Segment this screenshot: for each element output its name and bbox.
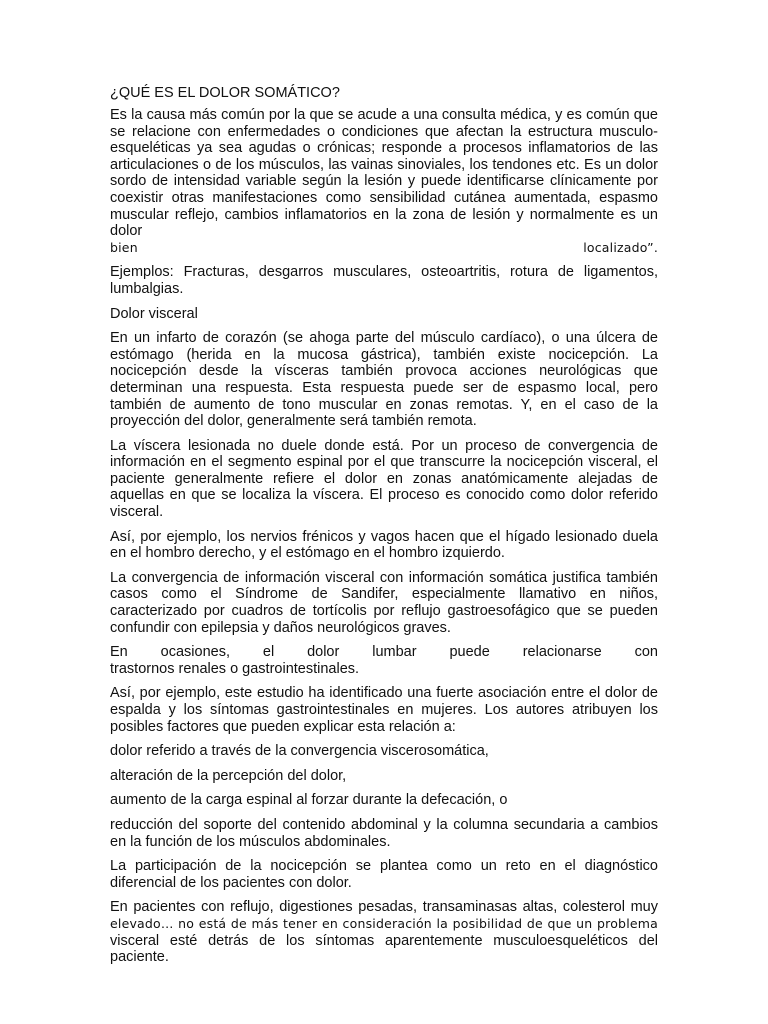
paragraph-somatic-definition-last-line xyxy=(110,240,658,257)
paragraph-reflux-patients-line-3: visceral esté detrás de los síntomas aparentemente musculoesqueléticos del paciente. xyxy=(110,932,658,966)
paragraph-sandifer-syndrome: La convergencia de información visceral con información somática justifica también casos como el Síndrome de Sandifer, especialmente llamativo en niños, caracterizado por cuadros de tortícolis por reflujo gastroesofágico que se pueden confundir con epilepsia y daños neurológicos graves. xyxy=(110,569,658,636)
paragraph-somatic-definition-end-left: bien xyxy=(110,239,138,255)
list-item-factor-4: reducción del soporte del contenido abdominal y la columna secundaria a cambios en la función de los músculos abdominales. xyxy=(110,816,658,850)
document-page xyxy=(110,84,658,974)
paragraph-nerve-example: Así, por ejemplo, los nervios frénicos y vagos hacen que el hígado lesionado duela en el hombro derecho, y el estómago en el hombro izquierdo. xyxy=(110,528,658,562)
paragraph-somatic-definition xyxy=(110,107,658,256)
paragraph-somatic-definition-text: Es la causa más común por la que se acude a una consulta médica, y es común que se relacione con enfermedades o condiciones que afectan la estructura musculo-esqueléticas ya sea agudas o crónicas; responde a procesos inflamatorios de las articulaciones o de los músculos, las vainas sinoviales, los tendones etc. Es un dolor sordo de intensidad variable según la lesión y puede identificarse clínicamente por coexistir otras manifestaciones como sensibilidad cutánea aumentada, espasmo muscular reflejo, cambios inflamatorios en la zona de lesión y normalmente es un dolor xyxy=(110,107,658,240)
paragraph-reflux-patients xyxy=(110,899,658,965)
section-heading-visceral-pain: Dolor visceral xyxy=(110,305,198,322)
paragraph-referred-pain: La víscera lesionada no duele donde está. Por un proceso de convergencia de información en el segmento espinal por el que transcurre la nocicepción visceral, el paciente generalmente refiere el dolor en zonas anatómicamente alejadas de aquellas en que se localiza la víscera. El proceso es conocido como dolor referido visceral. xyxy=(110,437,658,521)
paragraph-lumbar-pain xyxy=(110,644,658,677)
document-title: ¿QUÉ ES EL DOLOR SOMÁTICO? xyxy=(110,85,340,101)
paragraph-lumbar-pain-line-1: En ocasiones, el dolor lumbar puede relacionarse con xyxy=(110,644,658,661)
list-item-factor-2: alteración de la percepción del dolor, xyxy=(110,767,347,784)
paragraph-examples: Ejemplos: Fracturas, desgarros musculares, osteoartritis, rotura de ligamentos, lumbalgias. xyxy=(110,264,658,297)
paragraph-visceral-nociception: En un infarto de corazón (se ahoga parte del músculo cardíaco), o una úlcera de estómago (herida en la mucosa gástrica), también existe nocicepción. La nocicepción desde la vísceras también provoca acciones neurológicas que determinan una respuesta. Esta respuesta puede ser de espasmo local, pero también de aumento de tono muscular en zonas remotas. Y, en el caso de la proyección del dolor, generalmente será también remota. xyxy=(110,330,658,430)
paragraph-diagnostic-challenge: La participación de la nocicepción se plantea como un reto en el diagnóstico diferencial de los pacientes con dolor. xyxy=(110,858,658,891)
paragraph-lumbar-pain-line-2: trastornos renales o gastrointestinales. xyxy=(110,660,360,677)
paragraph-study-association: Así, por ejemplo, este estudio ha identificado una fuerte asociación entre el dolor de espalda y los síntomas gastrointestinales en mujeres. Los autores atribuyen los posibles factores que pueden explicar esta relación a: xyxy=(110,685,658,735)
list-item-factor-3: aumento de la carga espinal al forzar durante la defecación, o xyxy=(110,792,508,809)
paragraph-reflux-patients-line-2: elevado… no está de más tener en consideración la posibilidad de que un problema xyxy=(110,915,658,931)
paragraph-reflux-patients-line-1: En pacientes con reflujo, digestiones pesadas, transaminasas altas, colesterol muy xyxy=(110,899,658,916)
list-item-factor-1: dolor referido a través de la convergencia viscerosomática, xyxy=(110,743,489,760)
paragraph-somatic-definition-end-right: localizado”. xyxy=(583,239,658,255)
